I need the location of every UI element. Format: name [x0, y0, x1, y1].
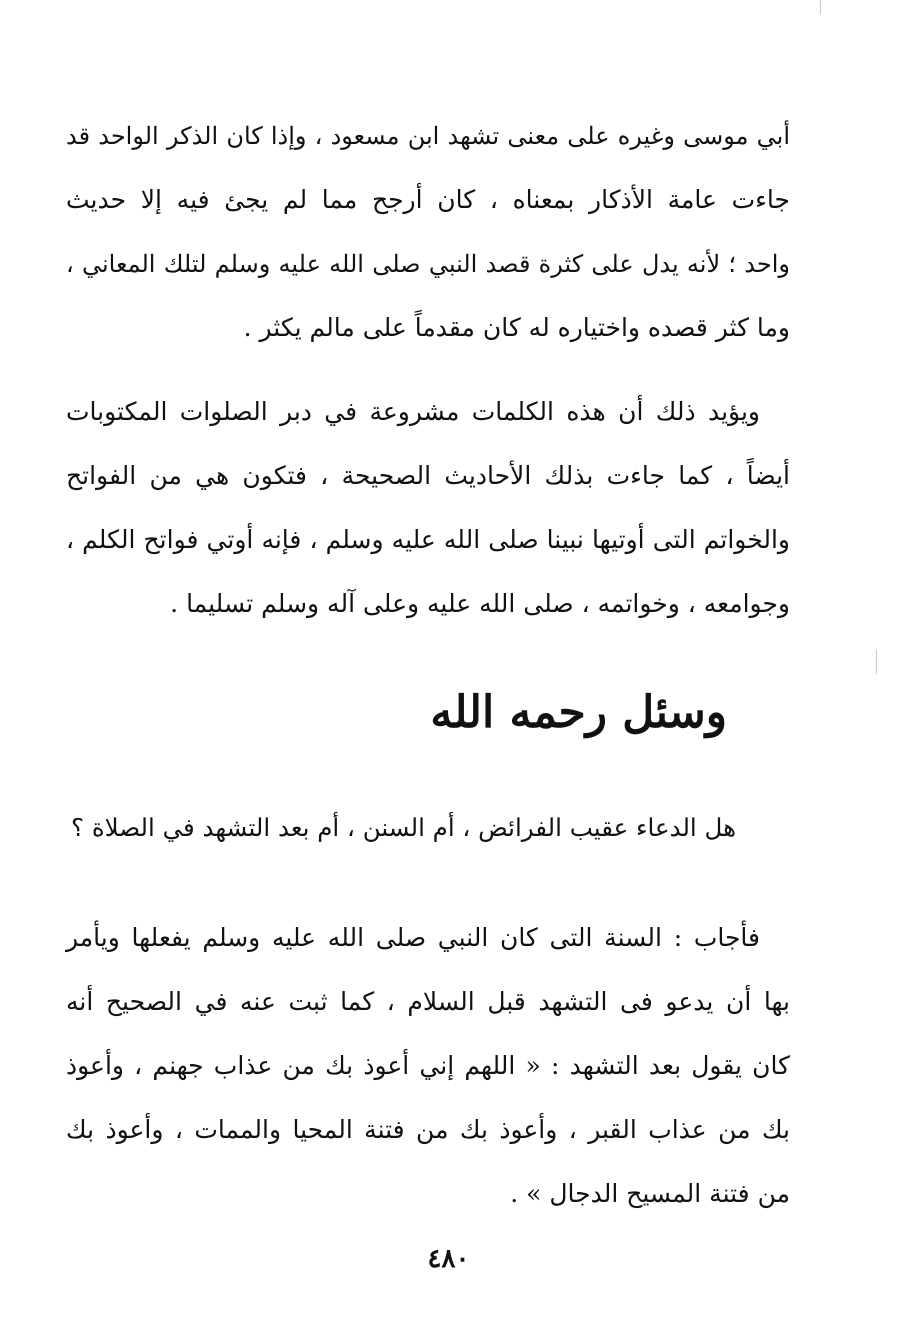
section-heading: وسئل رحمه الله	[430, 687, 727, 738]
paragraph-line: من فتنة المسيح الدجال » .	[510, 1179, 790, 1208]
paragraph-line: واحد ؛ لأنه يدل على كثرة قصد النبي صلى الله عليه وسلم لتلك المعاني ،	[66, 250, 790, 278]
paragraph-line: والخواتم التى أوتيها نبينا صلى الله عليه وسلم ، فإنه أوتي فواتح الكلم ،	[66, 525, 790, 554]
page-number: ٤٨٠	[427, 1244, 470, 1274]
paragraph-line: فأجاب : السنة التى كان النبي صلى الله عليه وسلم يفعلها ويأمر	[66, 923, 760, 952]
paragraph-line: أبي موسى وغيره على معنى تشهد ابن مسعود ، وإذا كان الذكر الواحد قد	[66, 122, 790, 150]
paragraph-line: جاءت عامة الأذكار بمعناه ، كان أرجح مما لم يجئ فيه إلا حديث	[66, 185, 790, 214]
paragraph-line: بها أن يدعو فى التشهد قبل السلام ، كما ثبت عنه في الصحيح أنه	[66, 987, 790, 1016]
page-edge-mark-right	[876, 650, 877, 674]
paragraph-line: أيضاً ، كما جاءت بذلك الأحاديث الصحيحة ، فتكون هي من الفواتح	[66, 461, 790, 490]
paragraph-line: بك من عذاب القبر ، وأعوذ بك من فتنة المحيا والممات ، وأعوذ بك	[66, 1115, 790, 1144]
page-edge-mark-top	[820, 0, 821, 14]
paragraph-3	[66, 906, 790, 1226]
paragraph-line: وما كثر قصده واختياره له كان مقدماً على مالم يكثر .	[243, 313, 790, 342]
question-line: هل الدعاء عقيب الفرائض ، أم السنن ، أم بعد التشهد في الصلاة ؟	[71, 813, 736, 842]
paragraph-line: كان يقول بعد التشهد : « اللهم إني أعوذ بك من عذاب جهنم ، وأعوذ	[66, 1051, 790, 1080]
paragraph-line: ويؤيد ذلك أن هذه الكلمات مشروعة في دبر الصلوات المكتوبات	[66, 397, 760, 426]
paragraph-1	[66, 104, 790, 360]
paragraph-line: وجوامعه ، وخواتمه ، صلى الله عليه وعلى آله وسلم تسليما .	[170, 589, 790, 618]
paragraph-2	[66, 380, 790, 636]
